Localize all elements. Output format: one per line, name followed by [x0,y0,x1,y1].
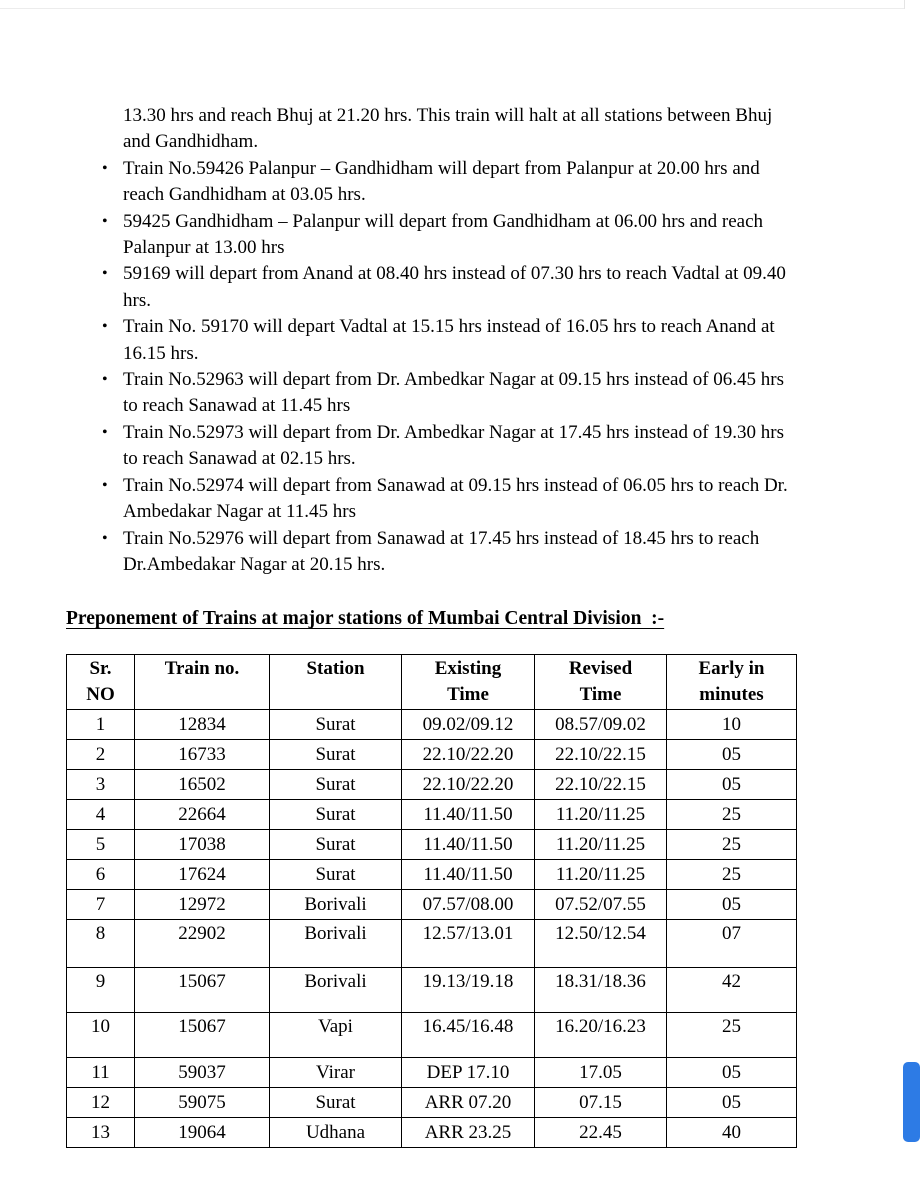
cell-existing: 07.57/08.00 [402,890,535,920]
cell-revised: 07.52/07.55 [535,890,667,920]
cell-sr: 5 [67,830,135,860]
cell-sr: 1 [67,710,135,740]
scrollbar-thumb[interactable] [903,1062,920,1142]
cell-train: 12972 [135,890,270,920]
cell-station: Borivali [270,920,402,968]
cell-train: 15067 [135,1013,270,1058]
table-row [67,920,797,968]
cell-revised: 22.10/22.15 [535,770,667,800]
cell-station: Surat [270,800,402,830]
cell-existing: 09.02/09.12 [402,710,535,740]
cell-sr: 11 [67,1058,135,1088]
cell-station: Surat [270,770,402,800]
train-change-bullet-list [66,156,798,579]
cell-sr: 4 [67,800,135,830]
header-train-no: Train no. [135,655,270,710]
table-row [67,1118,797,1148]
cell-revised: 08.57/09.02 [535,710,667,740]
table-header-row [67,655,797,710]
bullet-item: • Train No.52973 will depart from Dr. Ambedkar Nagar at 17.45 hrs instead of 19.30 hrs to reach Sanawad at 02.15 hrs. [66,420,798,473]
document-content [66,103,798,1148]
header-existing-time: Existing Time [402,655,535,710]
cell-early: 25 [667,830,797,860]
cell-station: Surat [270,710,402,740]
cell-existing: DEP 17.10 [402,1058,535,1088]
cell-sr: 6 [67,860,135,890]
cell-station: Virar [270,1058,402,1088]
cell-existing: 11.40/11.50 [402,860,535,890]
cell-sr: 10 [67,1013,135,1058]
cell-early: 25 [667,860,797,890]
cell-existing: ARR 23.25 [402,1118,535,1148]
cell-early: 25 [667,1013,797,1058]
cell-train: 22664 [135,800,270,830]
cell-train: 17624 [135,860,270,890]
table-row [67,1088,797,1118]
section-heading: Preponement of Trains at major stations of Mumbai Central Division :- [66,608,665,630]
table-row [67,830,797,860]
bullet-item: • Train No.52974 will depart from Sanawad at 09.15 hrs instead of 06.05 hrs to reach Dr. Ambedakar Nagar at 11.45 hrs [66,473,798,526]
cell-revised: 16.20/16.23 [535,1013,667,1058]
cell-existing: ARR 07.20 [402,1088,535,1118]
cell-early: 10 [667,710,797,740]
cell-train: 16502 [135,770,270,800]
cell-station: Surat [270,830,402,860]
cell-station: Borivali [270,890,402,920]
cell-revised: 11.20/11.25 [535,800,667,830]
header-station: Station [270,655,402,710]
table-row [67,710,797,740]
cell-revised: 12.50/12.54 [535,920,667,968]
table-row [67,800,797,830]
cell-early: 05 [667,740,797,770]
continuation-paragraph: 13.30 hrs and reach Bhuj at 21.20 hrs. This train will halt at all stations between Bhuj and Gandhidham. [123,105,773,153]
cell-early: 42 [667,968,797,1013]
cell-sr: 9 [67,968,135,1013]
cell-revised: 17.05 [535,1058,667,1088]
cell-train: 12834 [135,710,270,740]
bullet-item: • 59425 Gandhidham – Palanpur will depart from Gandhidham at 06.00 hrs and reach Palanpur at 13.00 hrs [66,209,798,262]
cell-train: 15067 [135,968,270,1013]
cell-sr: 13 [67,1118,135,1148]
header-revised-time: Revised Time [535,655,667,710]
cell-revised: 11.20/11.25 [535,860,667,890]
cell-station: Surat [270,1088,402,1118]
cell-early: 40 [667,1118,797,1148]
cell-existing: 16.45/16.48 [402,1013,535,1058]
header-early-minutes: Early in minutes [667,655,797,710]
cell-early: 05 [667,770,797,800]
bullet-item: • Train No.52976 will depart from Sanawad at 17.45 hrs instead of 18.45 hrs to reach Dr.Ambedakar Nagar at 20.15 hrs. [66,526,798,579]
table-row [67,890,797,920]
cell-station: Vapi [270,1013,402,1058]
bullet-item: • 59169 will depart from Anand at 08.40 hrs instead of 07.30 hrs to reach Vadtal at 09.40 hrs. [66,261,798,314]
cell-sr: 7 [67,890,135,920]
bullet-item: • Train No.52963 will depart from Dr. Ambedkar Nagar at 09.15 hrs instead of 06.45 hrs to reach Sanawad at 11.45 hrs [66,367,798,420]
cell-station: Surat [270,740,402,770]
table-row [67,770,797,800]
table-row [67,968,797,1013]
cell-revised: 11.20/11.25 [535,830,667,860]
table-row [67,1058,797,1088]
cell-train: 59075 [135,1088,270,1118]
preponement-table [66,654,797,1148]
cell-early: 07 [667,920,797,968]
cell-existing: 11.40/11.50 [402,800,535,830]
cell-station: Borivali [270,968,402,1013]
cell-train: 16733 [135,740,270,770]
cell-revised: 18.31/18.36 [535,968,667,1013]
cell-existing: 11.40/11.50 [402,830,535,860]
cell-train: 19064 [135,1118,270,1148]
cell-existing: 12.57/13.01 [402,920,535,968]
cell-sr: 8 [67,920,135,968]
cell-revised: 22.45 [535,1118,667,1148]
cell-sr: 3 [67,770,135,800]
cell-early: 25 [667,800,797,830]
viewer-corner-edge [904,0,905,9]
table-row [67,740,797,770]
cell-station: Surat [270,860,402,890]
cell-early: 05 [667,890,797,920]
cell-revised: 07.15 [535,1088,667,1118]
header-sr-no: Sr. NO [67,655,135,710]
cell-existing: 19.13/19.18 [402,968,535,1013]
cell-sr: 12 [67,1088,135,1118]
cell-existing: 22.10/22.20 [402,770,535,800]
table-row [67,860,797,890]
viewer-top-edge [0,8,904,9]
cell-existing: 22.10/22.20 [402,740,535,770]
cell-station: Udhana [270,1118,402,1148]
cell-early: 05 [667,1058,797,1088]
cell-train: 22902 [135,920,270,968]
bullet-item: • Train No. 59170 will depart Vadtal at 15.15 hrs instead of 16.05 hrs to reach Anand at 16.15 hrs. [66,314,798,367]
cell-train: 17038 [135,830,270,860]
cell-sr: 2 [67,740,135,770]
cell-train: 59037 [135,1058,270,1088]
cell-early: 05 [667,1088,797,1118]
table-row [67,1013,797,1058]
bullet-item: • Train No.59426 Palanpur – Gandhidham will depart from Palanpur at 20.00 hrs and reach Gandhidham at 03.05 hrs. [66,156,798,209]
cell-revised: 22.10/22.15 [535,740,667,770]
